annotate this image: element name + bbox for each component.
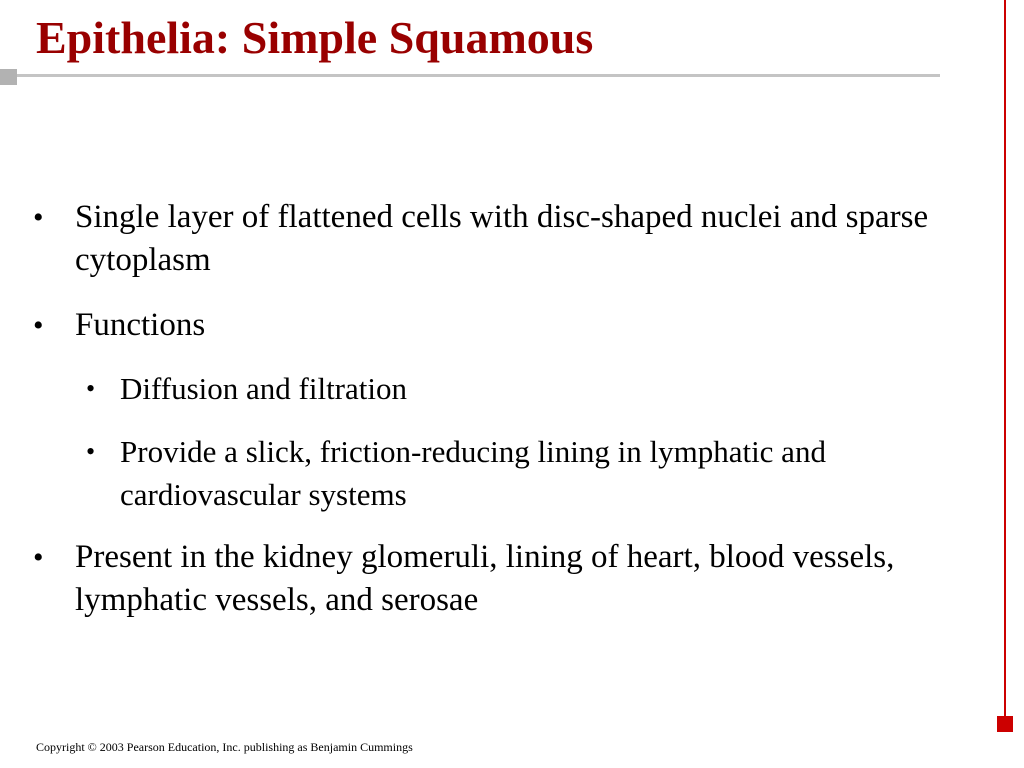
bullet-marker: • (86, 437, 96, 466)
sub-bullet-item (86, 430, 980, 516)
bullet-item (33, 536, 975, 622)
bullet-item (33, 304, 975, 347)
bullet-marker: • (33, 541, 44, 574)
bullet-text: Functions (75, 307, 206, 343)
bullet-text: Diffusion and filtration (120, 371, 407, 406)
bullet-text: Single layer of flattened cells with disc-shaped nuclei and sparse cytoplasm (75, 199, 929, 278)
copyright-footer: Copyright © 2003 Pearson Education, Inc. publishing as Benjamin Cummings (36, 740, 413, 754)
right-accent-rule (1004, 0, 1006, 716)
bullet-text: Provide a slick, friction-reducing lining in lymphatic and cardiovascular systems (120, 434, 826, 512)
bullet-marker: • (33, 201, 44, 234)
red-corner-square (997, 716, 1013, 732)
bullet-marker: • (33, 309, 44, 342)
bullet-text: Present in the kidney glomeruli, lining of heart, blood vessels, lymphatic vessels, and serosae (75, 539, 895, 618)
sub-bullet-item (86, 367, 980, 410)
slide-title: Epithelia: Simple Squamous (36, 12, 594, 63)
bullet-marker: • (86, 374, 96, 403)
bullet-item (33, 196, 975, 282)
